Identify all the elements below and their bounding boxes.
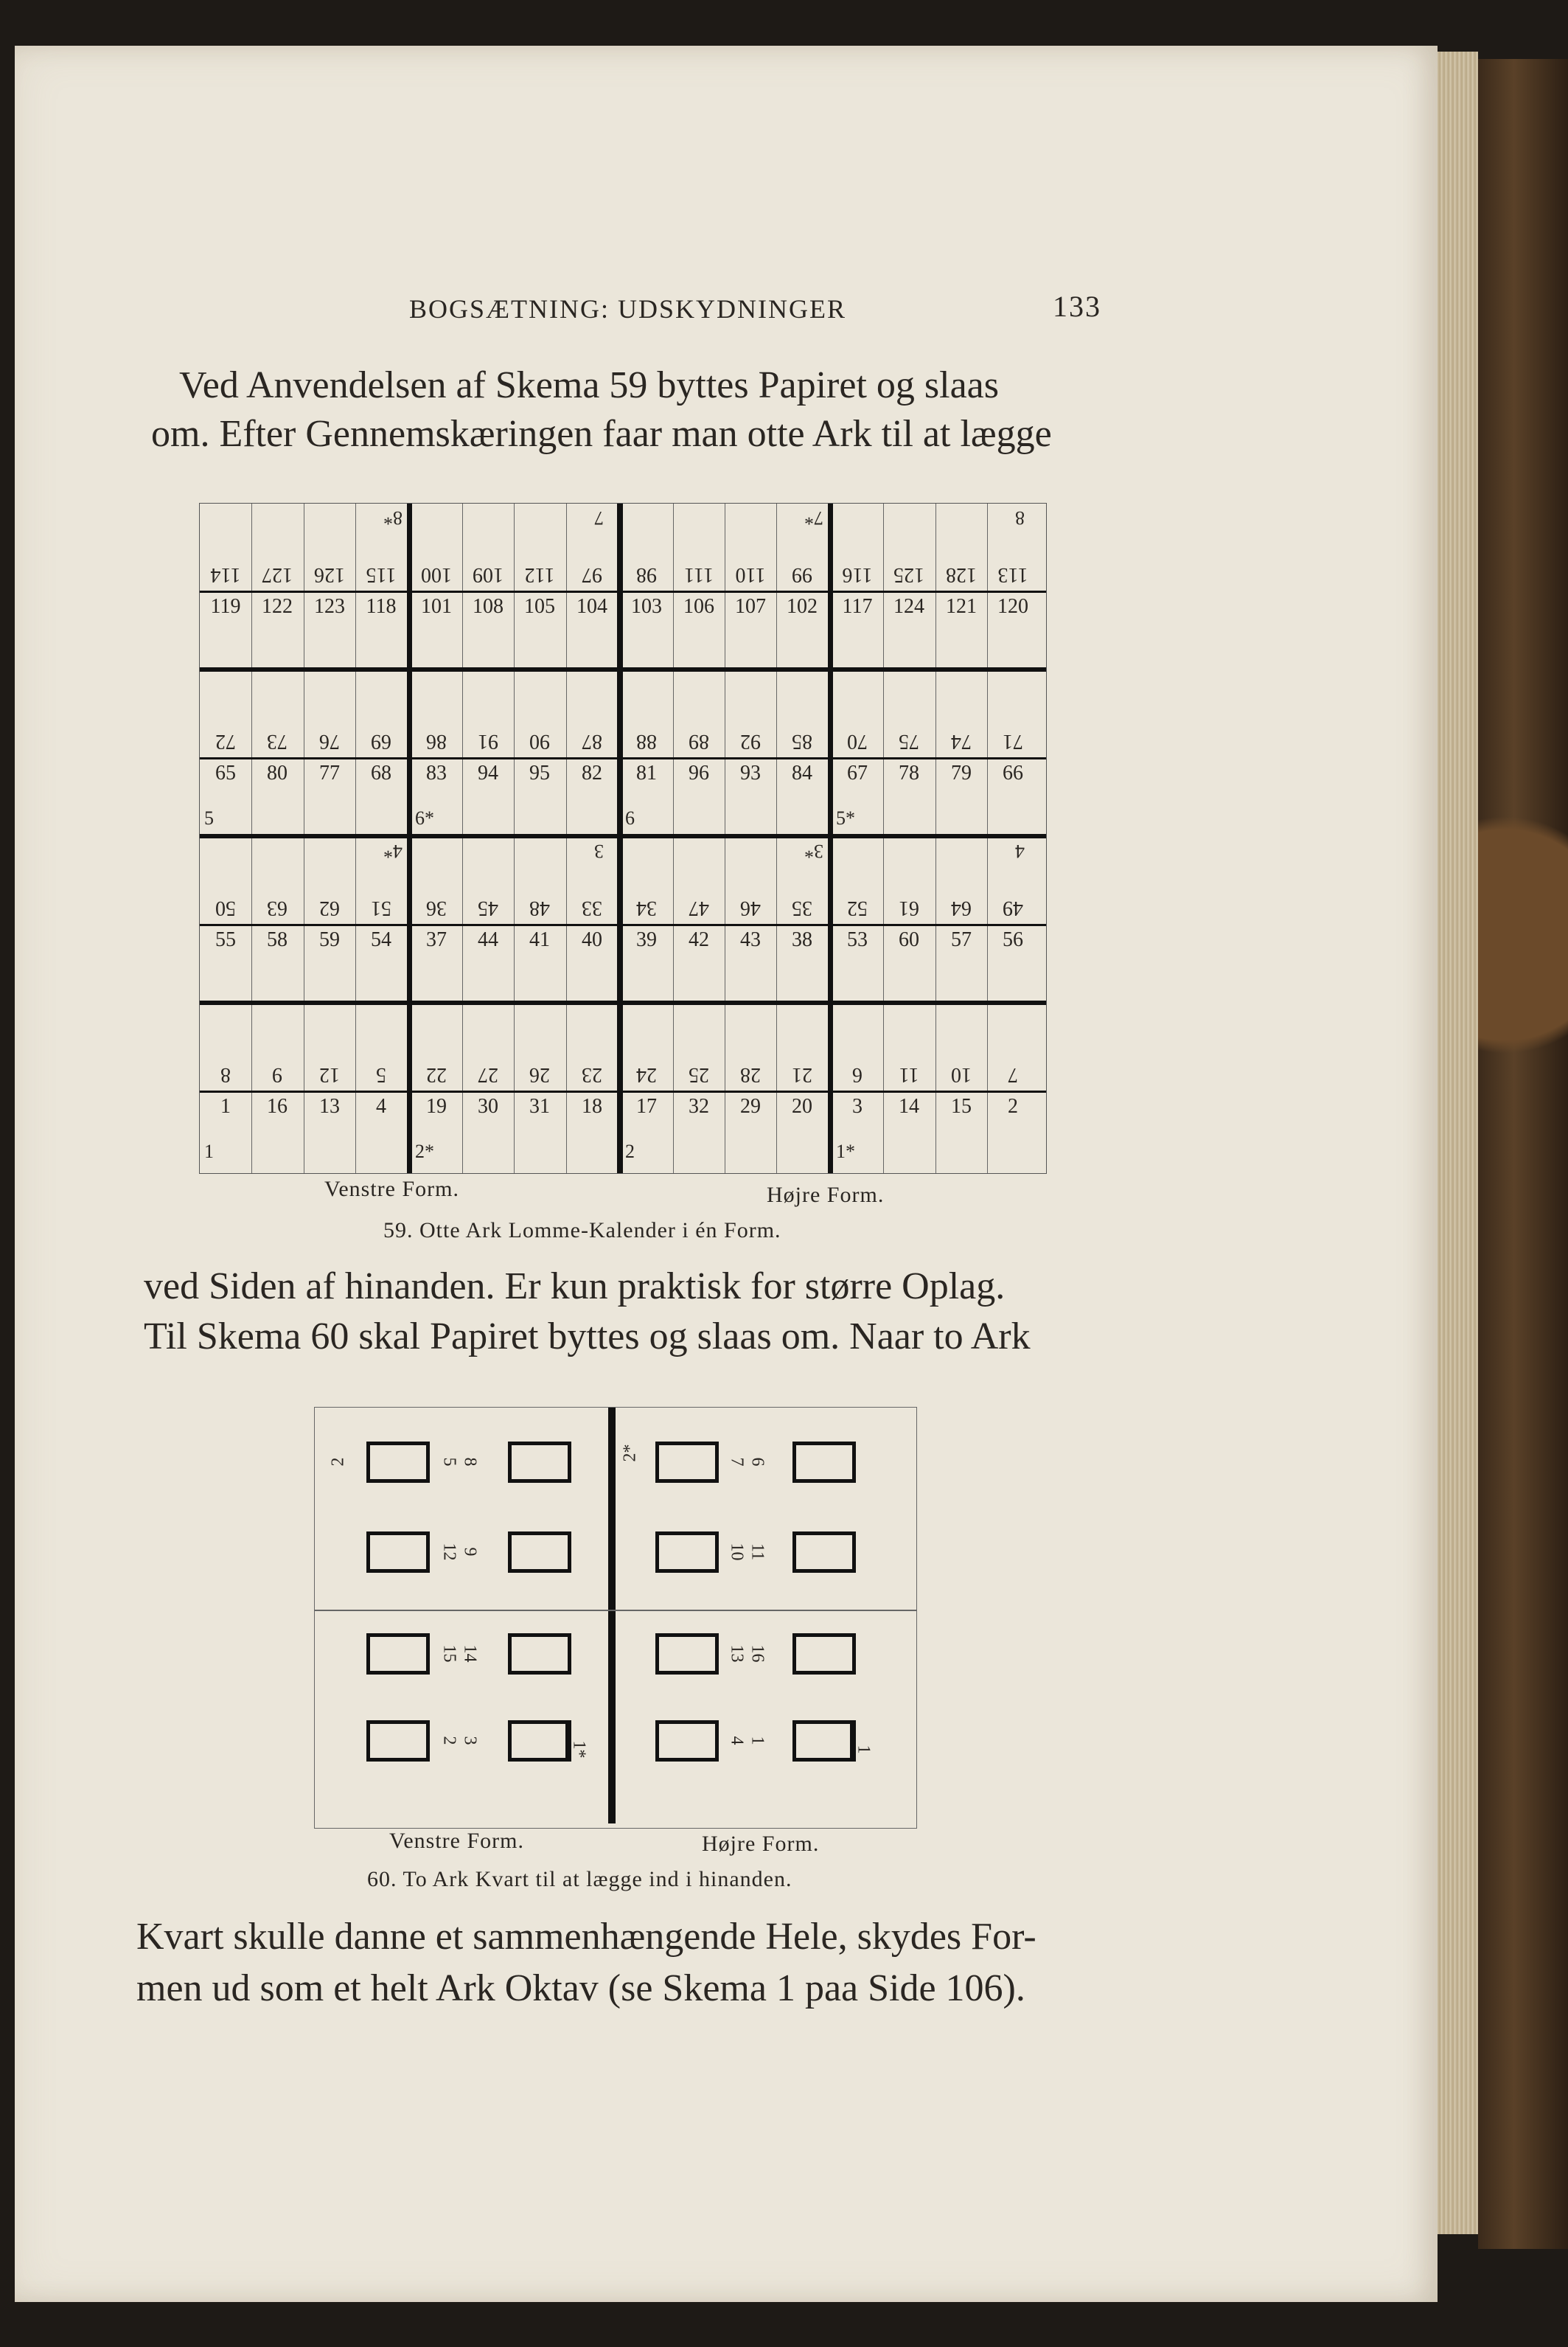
page-number: 81 xyxy=(636,762,657,785)
page-number: 31 xyxy=(529,1095,550,1118)
page-number-inverted: 9 xyxy=(272,1063,282,1086)
page-number: 67 xyxy=(847,762,868,785)
book-cover xyxy=(1478,59,1568,2249)
page-box xyxy=(792,1531,856,1573)
page-number-inverted: 97 xyxy=(582,563,602,586)
page-number: 16 xyxy=(267,1095,288,1118)
page-number: 95 xyxy=(529,762,550,785)
page-number: 102 xyxy=(787,595,818,618)
page-number: 19 xyxy=(426,1095,447,1118)
paragraph-line: Ved Anvendelsen af Skema 59 byttes Papiret og slaas xyxy=(179,364,999,406)
page-number-inverted: 109 xyxy=(473,563,503,586)
page-number: 54 xyxy=(371,928,391,951)
page-number: 11 xyxy=(748,1543,767,1561)
page-number: 42 xyxy=(689,928,709,951)
page-number: 120 xyxy=(997,595,1028,618)
page-number: 13 xyxy=(727,1644,747,1663)
signature-mark: 3 xyxy=(594,841,604,862)
page-number: 32 xyxy=(689,1095,709,1118)
page-number: 57 xyxy=(951,928,972,951)
form-divider xyxy=(608,1408,616,1823)
page-number: 1 xyxy=(854,1745,874,1754)
page-number-inverted: 50 xyxy=(215,897,236,919)
page-box xyxy=(366,1633,430,1675)
page-number: 39 xyxy=(636,928,657,951)
page-number-inverted: 6 xyxy=(852,1063,863,1086)
page-number-inverted: 23 xyxy=(582,1063,602,1086)
paragraph-line: Kvart skulle danne et sammenhængende Hele, skydes For- xyxy=(136,1916,1036,1958)
page-number-inverted: 92 xyxy=(740,730,761,753)
page-number-inverted: 35 xyxy=(792,897,812,919)
page-number: 3 xyxy=(852,1095,863,1118)
paragraph-line: om. Efter Gennemskæringen faar man otte Ark til at lægge xyxy=(151,413,1052,455)
band-divider xyxy=(200,667,1046,672)
page-number-inverted: 73 xyxy=(267,730,288,753)
figure-59-imposition-scheme xyxy=(199,503,1047,1174)
page-number-inverted: 45 xyxy=(478,897,498,919)
page-number: 17 xyxy=(636,1095,657,1118)
figure-60-imposition-scheme xyxy=(314,1407,917,1829)
page-box xyxy=(366,1720,430,1762)
page-box xyxy=(655,1531,719,1573)
page-box xyxy=(655,1720,719,1762)
page-number: 56 xyxy=(1003,928,1023,951)
page-number-inverted: 112 xyxy=(524,563,555,586)
page-number: 40 xyxy=(582,928,602,951)
page-number: 55 xyxy=(215,928,236,951)
row-divider xyxy=(315,1610,916,1611)
page-number: 8 xyxy=(460,1457,480,1467)
signature-mark: 2* xyxy=(415,1141,434,1162)
page-number: 133 xyxy=(1053,290,1101,323)
page-number-inverted: 114 xyxy=(210,563,241,586)
figure-60-right-form-label: Højre Form. xyxy=(702,1832,820,1856)
page-number: 118 xyxy=(366,595,397,618)
page-box xyxy=(366,1531,430,1573)
page-number: 124 xyxy=(893,595,924,618)
signature-mark: 1* xyxy=(836,1141,855,1162)
page-number-inverted: 88 xyxy=(636,730,657,753)
page-box xyxy=(655,1633,719,1675)
signature-mark: 8* xyxy=(383,507,403,529)
page-number: 7 xyxy=(727,1457,747,1467)
page-number-inverted: 47 xyxy=(689,897,709,919)
page-number: 59 xyxy=(319,928,340,951)
page-number-inverted: 116 xyxy=(842,563,873,586)
page-number: 58 xyxy=(267,928,288,951)
page-number: 12 xyxy=(439,1543,459,1561)
page-number-inverted: 25 xyxy=(689,1063,709,1086)
page-number: 108 xyxy=(473,595,503,618)
page-number: 43 xyxy=(740,928,761,951)
paragraph-line: Til Skema 60 skal Papiret byttes og slaas om. Naar to Ark xyxy=(144,1315,1031,1357)
signature-mark: 5* xyxy=(836,807,855,829)
page-number: 79 xyxy=(951,762,972,785)
page-number-inverted: 89 xyxy=(689,730,709,753)
page-number-inverted: 76 xyxy=(319,730,340,753)
running-title: BOGSÆTNING: UDSKYDNINGER xyxy=(409,294,847,324)
page-number-inverted: 28 xyxy=(740,1063,761,1086)
page-number-inverted: 86 xyxy=(426,730,447,753)
page-number: 80 xyxy=(267,762,288,785)
page-number: 30 xyxy=(478,1095,498,1118)
page-number: 77 xyxy=(319,762,340,785)
signature-mark: 2 xyxy=(625,1141,635,1162)
number-rule xyxy=(200,1091,1046,1093)
page-box xyxy=(508,1531,571,1573)
page-number: 121 xyxy=(946,595,977,618)
page-number-inverted: 12 xyxy=(319,1063,340,1086)
figure-60-caption: 60. To Ark Kvart til at lægge ind i hinanden. xyxy=(367,1867,792,1891)
page-box xyxy=(508,1720,571,1762)
page-number: 4 xyxy=(376,1095,386,1118)
page-number-inverted: 24 xyxy=(636,1063,657,1086)
page-number-inverted: 72 xyxy=(215,730,236,753)
page-number: 101 xyxy=(421,595,452,618)
page-number: 103 xyxy=(631,595,662,618)
page-number-inverted: 10 xyxy=(951,1063,972,1086)
page-number-inverted: 34 xyxy=(636,897,657,919)
signature-mark: 4 xyxy=(1015,841,1025,862)
page-number: 3 xyxy=(460,1736,480,1745)
page-number-inverted: 48 xyxy=(529,897,550,919)
page-number-inverted: 99 xyxy=(792,563,812,586)
page-number: 2 xyxy=(328,1457,348,1467)
page-number-inverted: 113 xyxy=(997,563,1028,586)
page-number-inverted: 125 xyxy=(893,563,924,586)
signature-mark: 6 xyxy=(625,807,635,829)
page-number: 66 xyxy=(1003,762,1023,785)
page-number: 5 xyxy=(439,1457,459,1467)
page-number: 117 xyxy=(842,595,873,618)
page-number: 104 xyxy=(576,595,607,618)
page-number-inverted: 127 xyxy=(262,563,293,586)
page-number: 44 xyxy=(478,928,498,951)
page-number-inverted: 27 xyxy=(478,1063,498,1086)
page-number: 37 xyxy=(426,928,447,951)
page-number-inverted: 7 xyxy=(1008,1063,1018,1086)
page-number: 65 xyxy=(215,762,236,785)
figure-59-right-form-label: Højre Form. xyxy=(767,1183,885,1207)
signature-mark: 1 xyxy=(204,1141,214,1162)
page-number: 14 xyxy=(899,1095,919,1118)
page-box xyxy=(366,1442,430,1483)
figure-59-caption: 59. Otte Ark Lomme-Kalender i én Form. xyxy=(383,1218,781,1242)
page-number: 2 xyxy=(1008,1095,1018,1118)
page-box xyxy=(655,1442,719,1483)
page-edges xyxy=(1438,52,1478,2234)
page-number: 16 xyxy=(748,1644,767,1663)
page-number-inverted: 75 xyxy=(899,730,919,753)
page-number: 38 xyxy=(792,928,812,951)
page-number: 78 xyxy=(899,762,919,785)
page-box xyxy=(792,1720,856,1762)
number-rule xyxy=(200,591,1046,593)
page-number: 20 xyxy=(792,1095,812,1118)
page-number: 122 xyxy=(262,595,293,618)
page-box xyxy=(792,1442,856,1483)
figure-59-left-form-label: Venstre Form. xyxy=(324,1177,459,1201)
page-number: 4 xyxy=(727,1736,747,1745)
paragraph-line: men ud som et helt Ark Oktav (se Skema 1 paa Side 106). xyxy=(136,1967,1025,2009)
page-number-inverted: 90 xyxy=(529,730,550,753)
page-number: 13 xyxy=(319,1095,340,1118)
page-number-inverted: 8 xyxy=(220,1063,231,1086)
signature-mark: 5 xyxy=(204,807,214,829)
page-number: 83 xyxy=(426,762,447,785)
page-box xyxy=(792,1633,856,1675)
page-number-inverted: 100 xyxy=(421,563,452,586)
page-number-inverted: 87 xyxy=(582,730,602,753)
page-number-inverted: 91 xyxy=(478,730,498,753)
band-divider xyxy=(200,834,1046,838)
signature-mark: 4* xyxy=(383,841,403,862)
page-number: 105 xyxy=(524,595,555,618)
page-number-inverted: 62 xyxy=(319,897,340,919)
page-number: 60 xyxy=(899,928,919,951)
signature-mark: 7 xyxy=(594,507,604,529)
page-number: 106 xyxy=(683,595,714,618)
page-number-inverted: 52 xyxy=(847,897,868,919)
page-number-inverted: 51 xyxy=(371,897,391,919)
page-number: 82 xyxy=(582,762,602,785)
page-number-inverted: 22 xyxy=(426,1063,447,1086)
page-number-inverted: 61 xyxy=(899,897,919,919)
page-number: 9 xyxy=(460,1547,480,1557)
page-number-inverted: 70 xyxy=(847,730,868,753)
page-number: 15 xyxy=(439,1644,459,1663)
page-number: 107 xyxy=(735,595,766,618)
page-number: 41 xyxy=(529,928,550,951)
page-number-inverted: 71 xyxy=(1003,730,1023,753)
page-box xyxy=(508,1442,571,1483)
page-number: 93 xyxy=(740,762,761,785)
page-number: 53 xyxy=(847,928,868,951)
page-number-inverted: 11 xyxy=(899,1063,919,1086)
page-number-inverted: 26 xyxy=(529,1063,550,1086)
page-number: 1 xyxy=(748,1736,767,1745)
page-number-inverted: 33 xyxy=(582,897,602,919)
page-number: 68 xyxy=(371,762,391,785)
page-number: 18 xyxy=(582,1095,602,1118)
page-number-inverted: 49 xyxy=(1003,897,1023,919)
page-number: 123 xyxy=(314,595,345,618)
page-number: 14 xyxy=(460,1644,480,1663)
signature-mark: 6* xyxy=(415,807,434,829)
page-number: 15 xyxy=(951,1095,972,1118)
signature-mark: 8 xyxy=(1015,507,1025,529)
page-number-inverted: 85 xyxy=(792,730,812,753)
page-number-inverted: 5 xyxy=(376,1063,386,1086)
page-number: 1 xyxy=(220,1095,231,1118)
page-number: 2* xyxy=(620,1444,640,1462)
page-number-inverted: 46 xyxy=(740,897,761,919)
page-number: 10 xyxy=(727,1543,747,1561)
page-number-inverted: 115 xyxy=(366,563,397,586)
page-number-inverted: 126 xyxy=(314,563,345,586)
page-number: 119 xyxy=(210,595,241,618)
page-number-inverted: 69 xyxy=(371,730,391,753)
page-number-inverted: 74 xyxy=(951,730,972,753)
page-number: 94 xyxy=(478,762,498,785)
page-number: 29 xyxy=(740,1095,761,1118)
paragraph-line: ved Siden af hinanden. Er kun praktisk for større Oplag. xyxy=(144,1265,1006,1307)
signature-mark: 7* xyxy=(804,507,823,529)
page-number-inverted: 98 xyxy=(636,563,657,586)
signature-mark: 3* xyxy=(804,841,823,862)
page-number-inverted: 64 xyxy=(951,897,972,919)
number-rule xyxy=(200,924,1046,926)
page-box xyxy=(508,1633,571,1675)
band-divider xyxy=(200,1001,1046,1005)
page-number-inverted: 63 xyxy=(267,897,288,919)
figure-60-left-form-label: Venstre Form. xyxy=(389,1829,524,1853)
page-number-inverted: 128 xyxy=(946,563,977,586)
page-number-inverted: 21 xyxy=(792,1063,812,1086)
page-number: 6 xyxy=(748,1457,767,1467)
page-number: 2 xyxy=(439,1736,459,1745)
page-number: 1* xyxy=(569,1740,589,1759)
page-number: 96 xyxy=(689,762,709,785)
page-number-inverted: 111 xyxy=(684,563,714,586)
page-number-inverted: 36 xyxy=(426,897,447,919)
page-number-inverted: 110 xyxy=(735,563,766,586)
number-rule xyxy=(200,757,1046,759)
page-number: 84 xyxy=(792,762,812,785)
